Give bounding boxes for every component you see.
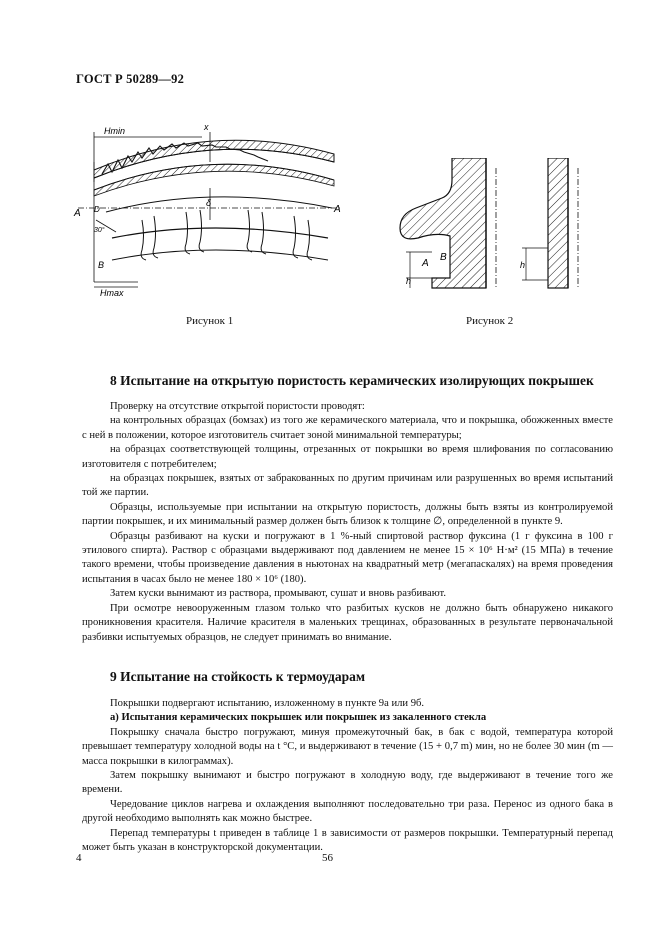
label-h-left: h bbox=[406, 276, 412, 286]
figure-1-caption: Рисунок 1 bbox=[186, 315, 234, 327]
label-a-left: A bbox=[74, 208, 81, 219]
document-header: ГОСТ Р 50289—92 bbox=[76, 72, 185, 86]
section-9-body bbox=[82, 697, 613, 855]
figure-2-drawing bbox=[396, 158, 606, 293]
label-hmin: Hmin bbox=[104, 126, 126, 136]
paragraph: Покрышку сначала быстро погружают, минуя промежуточный бак, в бак с водой, температура которой превышает температуру холодной воды на t °C, и выдерживают в течение (15 + 0,7 m) мин, но не более 30 мин (m — масса покрышки в килограммах). bbox=[82, 726, 613, 767]
paragraph: Проверку на отсутствие открытой пористости проводят: bbox=[110, 401, 365, 412]
paragraph: Чередование циклов нагрева и охлаждения выполняют последовательно три раза. Перенос из одного бака в другой необходимо выполнять как можно быстрее. bbox=[82, 798, 613, 825]
label-a-right: A bbox=[334, 204, 341, 215]
paragraph: на образцах соответствующей толщины, отрезанных от покрышки во время шлифования по согласованию изготовителя с потребителем; bbox=[82, 444, 613, 470]
section-8-title: 8 Испытание на открытую пористость керамических изолирующих покрышек bbox=[110, 373, 594, 388]
paragraph: Перепад температуры t приведен в таблице 1 в зависимости от размеров покрышки. Температурный перепад может быть указан в конструкторской документации. bbox=[82, 827, 613, 854]
paragraph: Затем покрышку вынимают и быстро погружают в холодную воду, где выдерживают в течение того же времени. bbox=[82, 770, 613, 796]
label-hmax: Hmax bbox=[100, 288, 124, 298]
paragraph: Образцы разбивают на куски и погружают в 1 %-ный спиртовой раствор фуксина (1 г фуксина в 100 г этилового спирта). Раствор с образцами выдерживают под давлением не менее 15 × 10⁶ Н·м² (15 МПа) в течение такого времени, чтобы произведение давления в ньютонах на квадратный метр (мегапаскалях) на время проведения испытания в часах было не менее 180 × 10⁶ (180). bbox=[82, 530, 613, 585]
paragraph: на образцах покрышек, взятых от забракованных по другим причинам или разрушенных во время испытаний той же партии. bbox=[82, 473, 613, 499]
label-d: D bbox=[94, 205, 100, 214]
page-number: 56 bbox=[322, 852, 333, 864]
paragraph: При осмотре невооруженным глазом только что разбитых кусков не должно быть обнаружено никакого проникновения красителя. Наличие красителя в маленьких трещинах, образованных в результате первоначальной разбивки испытуемых образцов, не следует принимать во внимание. bbox=[82, 602, 613, 643]
label-b: B bbox=[98, 260, 105, 270]
label-angle: 30° bbox=[94, 227, 105, 234]
figure-1-drawing bbox=[72, 112, 352, 307]
paragraph: на контрольных образцах (бомзах) из того же керамического материала, что и покрышка, обожженных вместе с ней в положении, которое изготовитель считает зоной минимальной температуры; bbox=[82, 415, 613, 441]
subsection-title: а) Испытания керамических покрышек или покрышек из закаленного стекла bbox=[110, 712, 487, 724]
paragraph: Образцы, используемые при испытании на открытую пористость, должны быть взяты из контролируемой партии покрышек, и их минимальный размер должен быть близок к толщине ∅, определенной в пункте 9. bbox=[82, 501, 613, 528]
paragraph: Затем куски вынимают из раствора, промывают, сушат и вновь разбивают. bbox=[110, 588, 446, 600]
figure-2-caption: Рисунок 2 bbox=[466, 315, 514, 327]
label-b: B bbox=[440, 252, 447, 263]
paragraph: Покрышки подвергают испытанию, изложенному в пункте 9а или 9б. bbox=[110, 698, 425, 709]
section-page-number: 4 bbox=[76, 852, 82, 864]
label-x: x bbox=[204, 122, 209, 132]
section-8-body bbox=[82, 400, 613, 645]
label-delta: δ bbox=[206, 198, 212, 208]
label-h-right: h bbox=[520, 260, 526, 270]
label-a: A bbox=[422, 258, 429, 269]
section-9-title: 9 Испытание на стойкость к термоударам bbox=[110, 669, 366, 684]
